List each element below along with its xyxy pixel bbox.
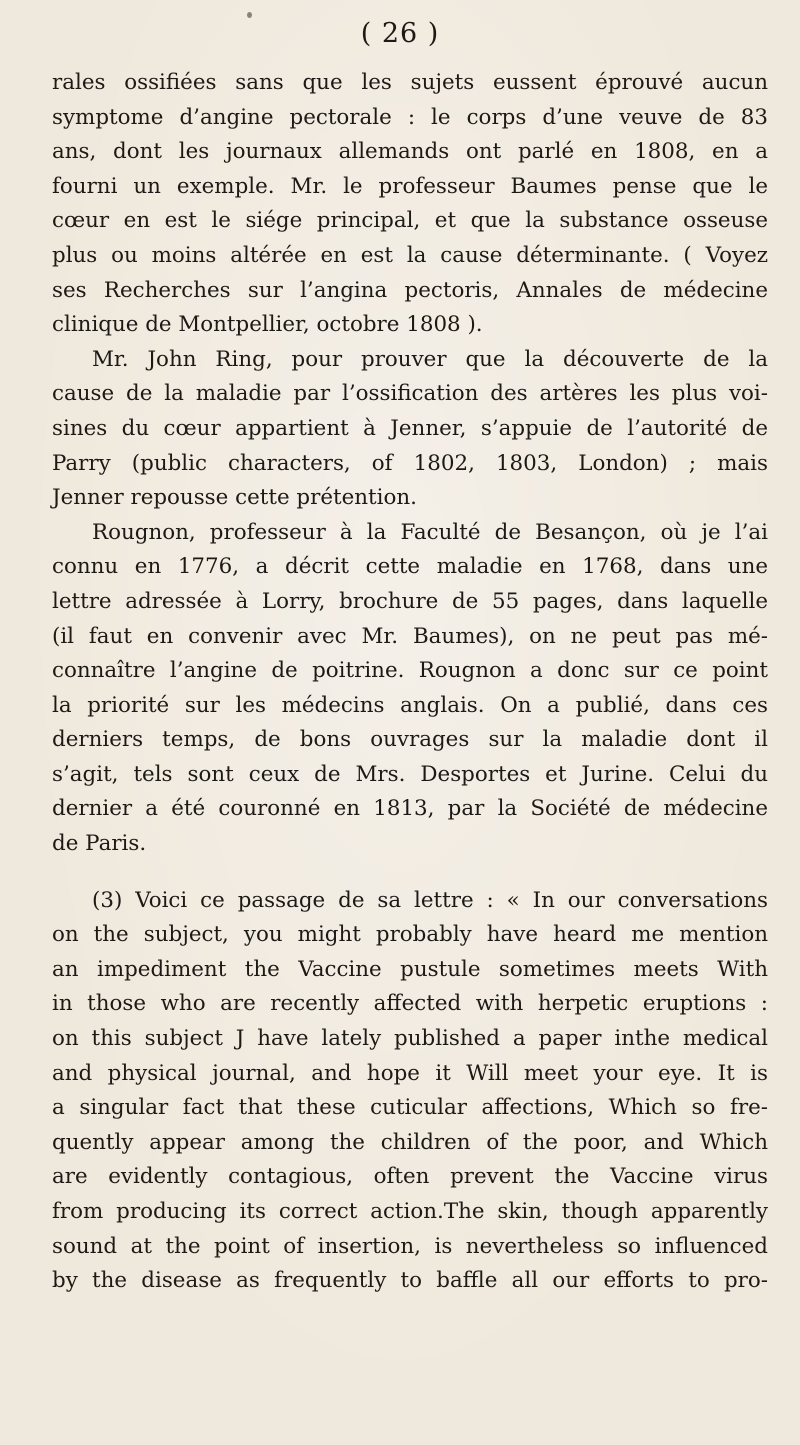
text-line: de Paris. (52, 831, 147, 857)
text-line: from producing its correct action.The skin, though apparently (52, 1199, 768, 1224)
text-line: sines du cœur appartient à Jenner, s’appuie de l’autorité de (52, 415, 768, 441)
text-line: ans, dont les journaux allemands ont parlé en 1808, en a (52, 139, 768, 165)
text-line: (3) Voici ce passage de sa lettre : « In our conversations (92, 887, 768, 913)
text-line: in those who are recently affected with herpetic eruptions : (52, 991, 768, 1017)
text-line: are evidently contagious, often prevent the Vaccine virus (52, 1164, 768, 1190)
text-line: symptome d’angine pectorale : le corps d’une veuve de 83 (52, 104, 768, 130)
text-line: on the subject, you might probably have heard me mention (52, 922, 768, 948)
text-line: la priorité sur les médecins anglais. On a publié, dans ces (52, 692, 768, 718)
text-line: Mr. John Ring, pour prouver que la découverte de la (92, 346, 768, 372)
text-line: an impediment the Vaccine pustule sometimes meets With (52, 956, 768, 982)
text-line: rales ossifiées sans que les sujets eussent éprouvé aucun (52, 70, 768, 95)
text-line: (il faut en convenir avec Mr. Baumes), on ne peut pas mé- (52, 623, 768, 649)
text-line: derniers temps, de bons ouvrages sur la maladie dont il (52, 727, 768, 753)
text-line: ses Recherches sur l’angina pectoris, Annales de médecine (52, 277, 768, 303)
text-line: and physical journal, and hope it Will meet your eye. It is (52, 1060, 768, 1086)
text-line: Rougnon, professeur à la Faculté de Besançon, où je l’ai (92, 519, 768, 545)
page-number: ( 26 ) (360, 18, 440, 49)
text-line: dernier a été couronné en 1813, par la Société de médecine (52, 796, 768, 822)
text-line: clinique de Montpellier, octobre 1808 ). (52, 312, 483, 338)
footnote-3 (52, 884, 768, 1299)
page-body (52, 66, 768, 1299)
text-line: connu en 1776, a décrit cette maladie en 1768, dans une (52, 554, 768, 580)
paragraph-3 (52, 516, 768, 862)
text-line: on this subject J have lately published a paper inthe medical (52, 1026, 768, 1052)
text-line: quently appear among the children of the poor, and Which (52, 1129, 768, 1155)
text-line: Parry (public characters, of 1802, 1803, London) ; mais (52, 450, 768, 476)
text-line: plus ou moins altérée en est la cause déterminante. ( Voyez (52, 242, 768, 268)
text-line: lettre adressée à Lorry, brochure de 55 pages, dans laquelle (52, 588, 768, 614)
text-line: cœur en est le siége principal, et que la substance osseuse (52, 208, 768, 234)
paragraph-2 (52, 343, 768, 516)
text-line: s’agit, tels sont ceux de Mrs. Desportes et Jurine. Celui du (52, 761, 768, 787)
text-line: connaître l’angine de poitrine. Rougnon a donc sur ce point (52, 658, 768, 684)
paragraph-1 (52, 66, 768, 343)
text-line: a singular fact that these cuticular affections, Which so fre- (52, 1095, 768, 1121)
text-line: cause de la maladie par l’ossification des artères les plus voi- (52, 381, 768, 407)
text-line: sound at the point of insertion, is nevertheless so influenced (52, 1233, 768, 1259)
text-line: fourni un exemple. Mr. le professeur Baumes pense que le (52, 173, 768, 199)
text-line: Jenner repousse cette prétention. (52, 485, 417, 511)
text-line: by the disease as frequently to baffle all our efforts to pro- (52, 1268, 768, 1294)
